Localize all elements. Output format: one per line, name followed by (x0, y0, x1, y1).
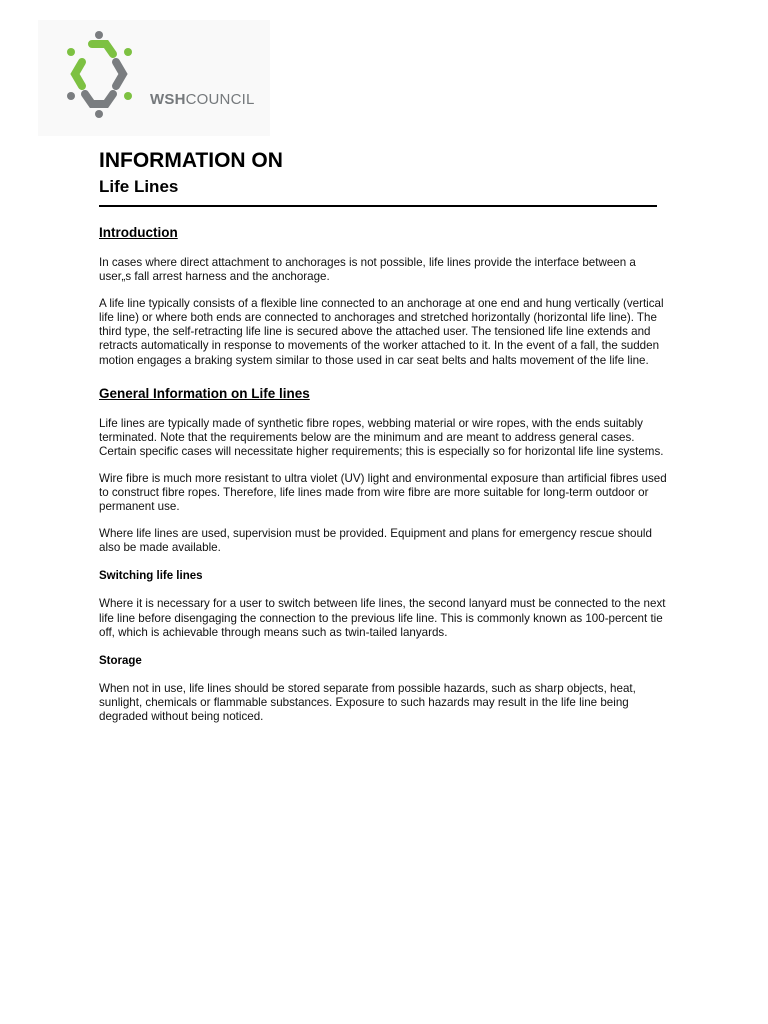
logo-wordmark-bold: WSH (150, 91, 186, 108)
logo-node-bottom-right (124, 92, 132, 100)
subsection-heading-storage: Storage (99, 654, 142, 667)
subsection-heading-switching: Switching life lines (99, 570, 203, 583)
logo-ring-green-left (75, 62, 82, 86)
logo-ring-gray-right (116, 62, 123, 86)
logo-ring-green-top (92, 44, 113, 54)
title-divider (99, 205, 657, 207)
logo-node-bottom-left (67, 92, 75, 100)
general-paragraph-3: Where life lines are used, supervision must be provided. Equipment and plans for emergency rescue should also be made available. (99, 527, 652, 555)
section-heading-introduction: Introduction (99, 225, 178, 240)
intro-paragraph-1: In cases where direct attachment to anchorages is not possible, life lines provide the interface between a user„s fall arrest harness and the anchorage. (99, 256, 636, 284)
intro-paragraph-2: A life line typically consists of a flexible line connected to an anchorage at one end and hung vertically (vertical life line) or where both ends are connected to anchorages and stretched horizontally (horizontal life line). The third type, the self-retracting life line is secured above the attached user. The tensioned life line extends and retracts automatically in response to movements of the worker attached to it. In the event of a fall, the sudden motion engages a braking system similar to those used in car seat belts and halts movement of the life line. (99, 297, 664, 367)
logo-node-top (95, 31, 103, 39)
document-subtitle: Life Lines (99, 177, 179, 196)
general-paragraph-2: Wire fibre is much more resistant to ultra violet (UV) light and environmental exposure than artificial fibres used to construct fibre ropes. Therefore, life lines made from wire fibre are more suitable for long-term outdoor or permanent use. (99, 471, 667, 514)
general-paragraph-1: Life lines are typically made of synthetic fibre ropes, webbing material or wire ropes, with the ends suitably terminated. Note that the requirements below are the minimum and are meant to address general cases. Certain specific cases will necessitate higher requirements; this is especially so for horizontal life line systems. (99, 416, 664, 458)
logo-wordmark (150, 92, 255, 107)
logo-node-top-left (67, 48, 75, 56)
wsh-council-logo-icon (62, 30, 162, 120)
logo-ring-gray-bottom (85, 94, 113, 104)
storage-paragraph-1: When not in use, life lines should be stored separate from possible hazards, such as sharp objects, heat, sunlight, chemicals or flammable substances. Exposure to such hazards may result in the life line being degraded without being noticed. (99, 681, 636, 723)
document-body (99, 148, 669, 724)
section-heading-general-information: General Information on Life lines (99, 385, 310, 401)
switching-paragraph-1: Where it is necessary for a user to switch between life lines, the second lanyard must be connected to the next life line before disengaging the connection to the previous life line. This is commonly known as 100-percent tie off, which is achievable through means such as twin-tailed lanyards. (99, 597, 666, 639)
logo-node-top-right (124, 48, 132, 56)
document-title: INFORMATION ON (99, 149, 283, 172)
logo-wordmark-light: COUNCIL (185, 91, 255, 108)
logo-node-bottom (95, 110, 103, 118)
